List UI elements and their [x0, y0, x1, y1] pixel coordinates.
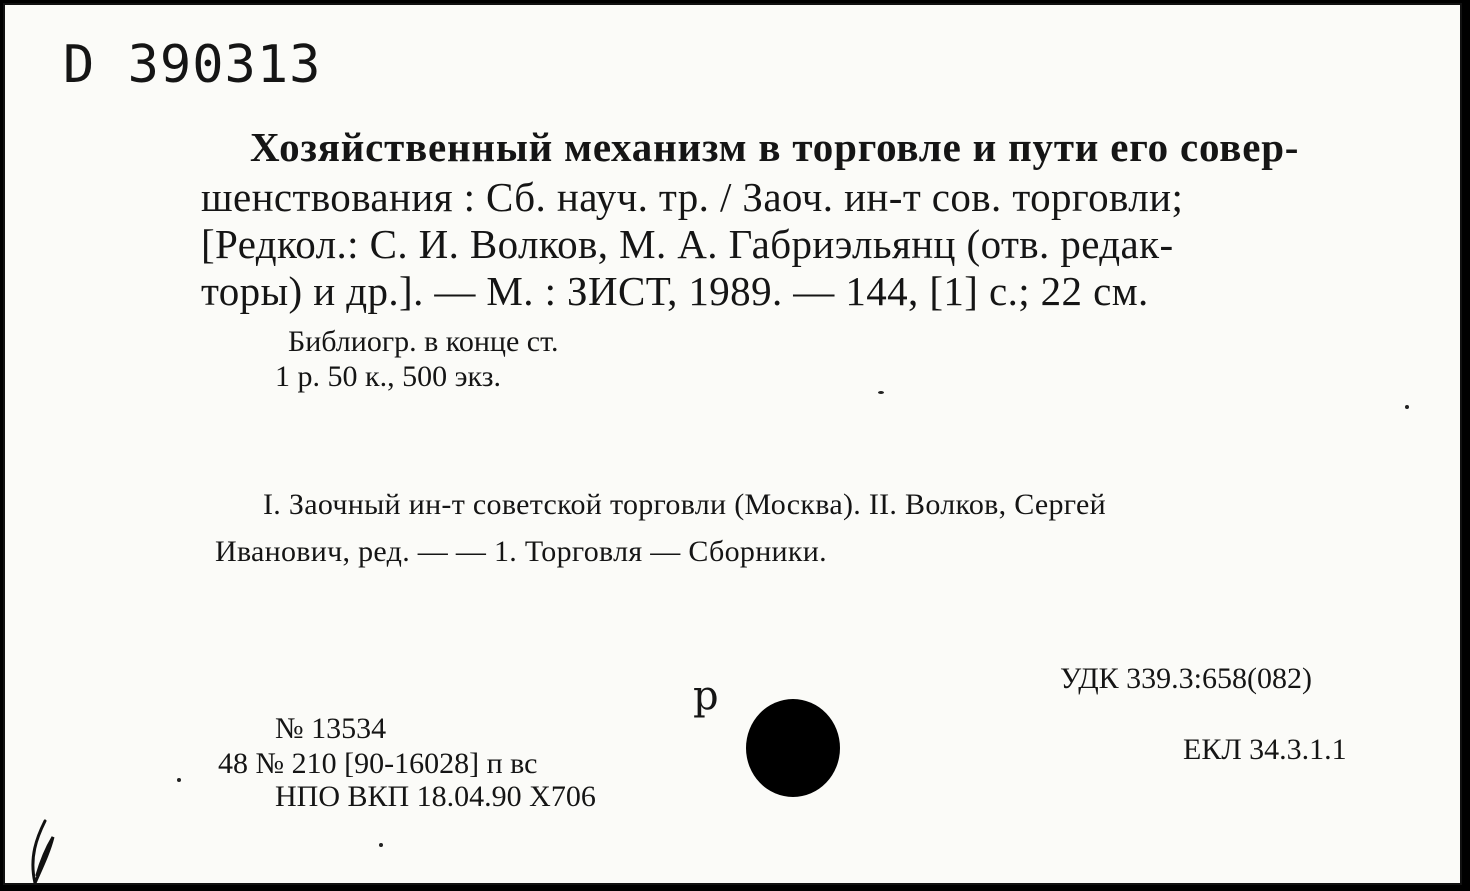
udk-code: УДК 339.3:658(082) [1060, 662, 1312, 695]
footer-line-2: 48 № 210 [90-16028] п вс [218, 747, 538, 780]
pen-mark-icon [23, 817, 63, 885]
tracing-line-1: I. Заочный ин-т советской торговли (Москва). II. Волков, Сергей [263, 488, 1106, 521]
speck [379, 843, 383, 847]
title-line-2: шенствования : Сб. науч. тр. / Заоч. ин-т сов. торговли; [201, 174, 1184, 220]
tracing-line-2: Иванович, ред. — — 1. Торговля — Сборники. [215, 535, 827, 568]
bibliography-note: Библиогр. в конце ст. [288, 325, 559, 358]
title-line-4: торы) и др.]. — М. : ЗИСТ, 1989. — 144, [1] с.; 22 см. [201, 268, 1149, 314]
price-note: 1 р. 50 к., 500 экз. [275, 360, 501, 393]
footer-line-3: НПО ВКП 18.04.90 Х706 [275, 780, 596, 813]
ekl-code: ЕКЛ 34.3.1.1 [1183, 733, 1347, 766]
speck [1405, 405, 1409, 409]
speck [878, 391, 884, 394]
title-line-3: [Редкол.: С. И. Волков, М. А. Габриэльянц (отв. редак- [201, 221, 1174, 267]
speck [177, 778, 181, 782]
handwritten-mark: р [693, 673, 719, 719]
call-number: D 390313 [63, 35, 322, 95]
catalog-card [3, 3, 1462, 885]
footer-line-1: № 13534 [275, 712, 387, 745]
title-line-1: Хозяйственный механизм в торговле и пути его совер- [250, 124, 1300, 170]
punch-hole [746, 699, 840, 797]
